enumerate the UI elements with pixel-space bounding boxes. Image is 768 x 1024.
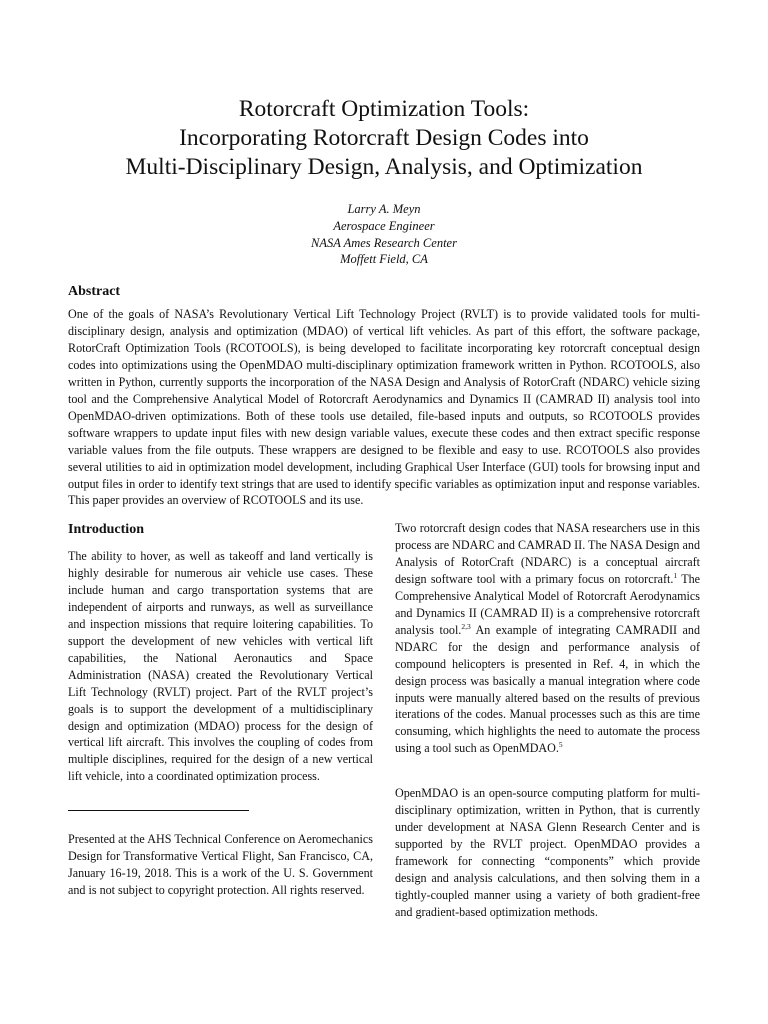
paragraph-text: The Comprehensive Analytical Model of Rotorcraft Aerodynamics and Dynamics II (CAMRAD II) is a comprehensive rotorcraft analysis tool. — [395, 571, 701, 637]
author-role: Aerospace Engineer — [333, 218, 435, 233]
introduction-paragraph: The ability to hover, as well as takeoff and land vertically is highly desirable for numerous air vehicle use cases. These include human and cargo transportation systems that are independent of airports and runways, as well as surveillance and inspection missions that require loitering capabilities. To support the development of new vehicles with vertical lift capabilities, the National Aeronautics and Space Administration (NASA) created the Revolutionary Vertical Lift Technology (RVLT) project. Part of the RVLT project’s goals is to support the development of a multidisciplinary design and optimization (MDAO) process for the design of vertical lift aircraft. This involves the coupling of codes from multiple disciplines, required for the design of a new vertical lift vehicle, into a coordinated optimization process. — [68, 549, 373, 784]
reference-marker: 5 — [558, 740, 563, 750]
author-location: Moffett Field, CA — [340, 252, 428, 267]
author-block — [0, 201, 768, 268]
paper-title — [0, 95, 768, 182]
paragraph-text: Two rotorcraft design codes that NASA researchers use in this process are NDARC and CAMRAD II. The NASA Design and Analysis of RotorCraft (NDARC) is a conceptual aircraft design software tool with a primary focus on rotorcraft. — [395, 521, 700, 586]
reference-marker: 2,3 — [461, 621, 471, 631]
author-name: Larry A. Meyn — [347, 202, 421, 216]
abstract-heading: Abstract — [68, 284, 121, 299]
title-line-1: Rotorcraft Optimization Tools: — [238, 96, 530, 122]
introduction-heading: Introduction — [68, 522, 144, 537]
right-column-paragraph-1 — [395, 520, 700, 757]
title-line-3: Multi-Disciplinary Design, Analysis, and Optimization — [125, 154, 643, 180]
title-line-2: Incorporating Rotorcraft Design Codes into — [179, 125, 589, 151]
abstract-text: One of the goals of NASA’s Revolutionary Vertical Lift Technology Project (RVLT) is to provide validated tools for multi-disciplinary design, analysis and optimization (MDAO) of vertical lift vehicles. As part of this effort, the software package, RotorCraft Optimization Tools (RCOTOOLS), is being developed to facilitate incorporating key rotorcraft conceptual design codes into optimizations using the OpenMDAO multi-disciplinary optimization framework written in Python. RCOTOOLS, also written in Python, currently supports the incorporation of the NASA Design and Analysis of RotorCraft (NDARC) vehicle sizing tool and the Comprehensive Analytical Model of Rotorcraft Aerodynamics and Dynamics II (CAMRAD II) analysis tool into OpenMDAO-driven optimizations. Both of these tools use detailed, file-based inputs and outputs, so RCOTOOLS provides software wrappers to update input files with new design variable values, execute these codes and then extract specific response variable values from the file outputs. These wrappers are designed to be flexible and easy to use. RCOTOOLS also provides several utilities to aid in optimization model development, including Graphical User Interface (GUI) tools for browsing input and output files in order to identify text strings that are used to identify specific variables as optimization input and response variables. This paper provides an overview of RCOTOOLS and its use. — [68, 307, 700, 508]
footnote-text: Presented at the AHS Technical Conference on Aeromechanics Design for Transformative Vertical Flight, San Francisco, CA, January 16-19, 2018. This is a work of the U. S. Government and is not subject to copyright protection. All rights reserved. — [68, 832, 373, 897]
paragraph-text: An example of integrating CAMRADII and NDARC for the design and performance analysis of compound helicopters is presented in Ref. 4, in which the design process was basically a manual integration where code inputs were manually altered based on the results of previous iterations of the codes. Manual processes such as this are time consuming, which highlights the need to automate the process using a tool such as OpenMDAO. — [395, 622, 700, 756]
footnote-rule — [68, 810, 249, 811]
reference-marker: 1 — [673, 570, 678, 580]
author-affiliation: NASA Ames Research Center — [311, 235, 457, 250]
right-column-paragraph-2: OpenMDAO is an open-source computing platform for multi-disciplinary optimization, written in Python, that is currently under development at NASA Glenn Research Center and is supported by the RVLT project. OpenMDAO provides a framework for connecting “components” which provide design and analysis calculations, and then solving them in a tightly-coupled manner using a variety of both gradient-free and gradient-based optimization methods. — [395, 786, 700, 919]
